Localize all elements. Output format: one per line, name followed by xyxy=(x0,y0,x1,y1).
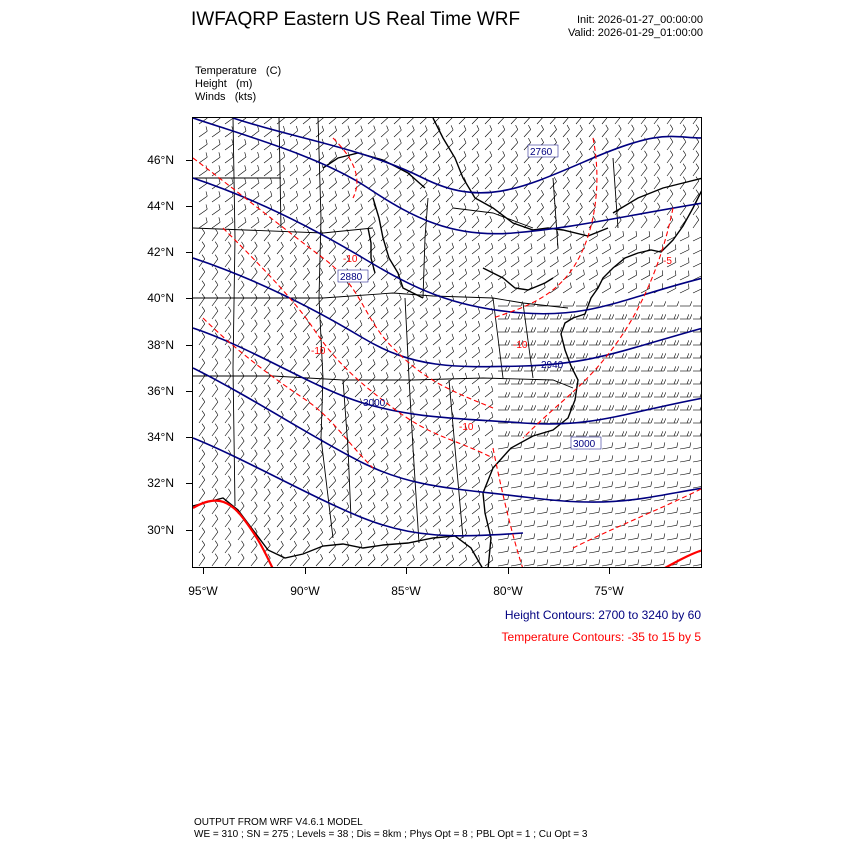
lat-label-46: 46°N xyxy=(147,153,174,167)
temp-label-3: -10 xyxy=(513,340,528,351)
temperature-contour-info: Temperature Contours: -35 to 15 by 5 xyxy=(501,630,701,644)
lat-label-42: 42°N xyxy=(147,245,174,259)
variable-legend xyxy=(195,65,281,104)
height-label-3: 3000 xyxy=(363,398,386,409)
map-title: IWFAQRP Eastern US Real Time WRF xyxy=(191,9,521,30)
lon-label-90: 90°W xyxy=(290,584,320,598)
height-contours xyxy=(193,118,702,536)
footer-model-version: OUTPUT FROM WRF V4.6.1 MODEL xyxy=(194,817,363,828)
temp-label-2: -10 xyxy=(311,346,326,357)
map-canvas xyxy=(193,118,702,568)
temp-label-5: -5 xyxy=(663,256,672,267)
temperature-contours xyxy=(193,138,702,568)
height-label-4: 3000 xyxy=(573,439,596,450)
lat-label-40: 40°N xyxy=(147,291,174,305)
variable-temperature: Temperature (C) xyxy=(195,65,282,77)
variable-winds: Winds (kts) xyxy=(195,91,257,103)
model-footer xyxy=(194,817,587,841)
valid-time: Valid: 2026-01-29_01:00:00 xyxy=(568,27,703,39)
lat-label-30: 30°N xyxy=(147,523,174,537)
lon-label-80: 80°W xyxy=(493,584,523,598)
variable-height: Height (m) xyxy=(195,78,253,90)
wind-barbs xyxy=(199,118,702,566)
init-time: Init: 2026-01-27_00:00:00 xyxy=(577,14,703,26)
init-valid-times xyxy=(568,14,703,40)
lon-label-85: 85°W xyxy=(391,584,421,598)
footer-model-config: WE = 310 ; SN = 275 ; Levels = 38 ; Dis = 8km ; Phys Opt = 8 ; PBL Opt = 1 ; Cu Opt = 3 xyxy=(194,829,588,840)
lat-label-44: 44°N xyxy=(147,199,174,213)
lon-label-75: 75°W xyxy=(594,584,624,598)
height-label-2: 2880 xyxy=(340,272,363,283)
map-panel xyxy=(192,117,702,568)
temp-label-4: -10 xyxy=(459,422,474,433)
height-label-1: 2760 xyxy=(530,147,553,158)
lat-label-32: 32°N xyxy=(147,476,174,490)
lat-label-34: 34°N xyxy=(147,430,174,444)
lat-label-38: 38°N xyxy=(147,338,174,352)
lat-label-36: 36°N xyxy=(147,384,174,398)
lon-label-95: 95°W xyxy=(188,584,218,598)
height-label-5: 2940 xyxy=(541,360,564,371)
height-contour-info: Height Contours: 2700 to 3240 by 60 xyxy=(504,608,701,622)
temp-label-1: -10 xyxy=(343,254,358,265)
